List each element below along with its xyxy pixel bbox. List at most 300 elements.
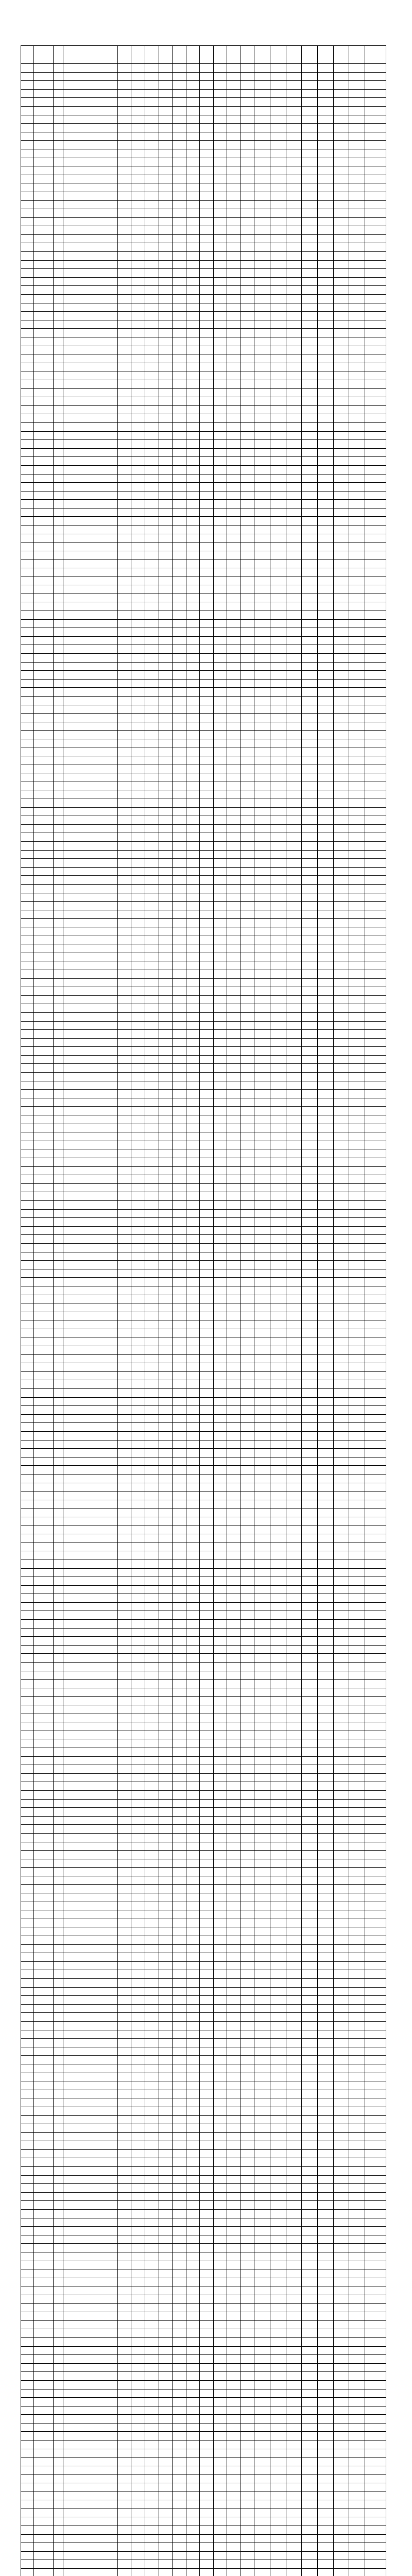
table-cell [254, 748, 270, 756]
table-cell [302, 1081, 318, 1090]
table-cell [145, 1047, 159, 1056]
table-cell [54, 936, 63, 944]
table-cell [286, 696, 302, 705]
table-cell [63, 1226, 117, 1235]
table-cell [270, 1756, 286, 1765]
table-cell [200, 115, 214, 124]
table-cell [131, 1714, 145, 1722]
table-cell [131, 1526, 145, 1534]
table-cell [145, 508, 159, 517]
table-cell [173, 1166, 186, 1175]
table-cell [333, 1175, 349, 1184]
table-cell [131, 679, 145, 688]
table-cell [21, 209, 34, 218]
table-cell [365, 1055, 386, 1064]
table-cell [117, 859, 131, 868]
table-cell [286, 705, 302, 714]
table-cell [200, 149, 214, 158]
table-cell [131, 1329, 145, 1337]
table-cell [317, 1602, 333, 1611]
table-cell [21, 679, 34, 688]
table-cell [254, 1526, 270, 1534]
table-cell [227, 295, 241, 303]
table-cell [200, 380, 214, 388]
table-cell [21, 585, 34, 594]
table-cell [131, 1397, 145, 1406]
table-cell [213, 679, 227, 688]
table-cell [270, 748, 286, 756]
table-cell [131, 1851, 145, 1859]
table-cell [145, 731, 159, 739]
table-cell [33, 1671, 54, 1680]
table-cell [254, 508, 270, 517]
table-cell [349, 260, 365, 269]
table-cell [349, 1090, 365, 1098]
table-cell [365, 1483, 386, 1492]
table-cell [21, 260, 34, 269]
table-cell [33, 1286, 54, 1295]
table-cell [286, 543, 302, 551]
table-cell [33, 303, 54, 312]
table-cell [241, 1397, 254, 1406]
table-cell [186, 936, 200, 944]
table-cell [302, 1790, 318, 1799]
table-cell [286, 414, 302, 423]
table-cell [227, 1714, 241, 1722]
table-cell [173, 816, 186, 825]
table-cell [213, 1397, 227, 1406]
table-cell [117, 773, 131, 782]
table-cell [21, 508, 34, 517]
table-cell [302, 312, 318, 320]
table-cell [21, 1748, 34, 1756]
table-cell [349, 739, 365, 748]
table-cell [200, 286, 214, 295]
table-cell [117, 1166, 131, 1175]
table-cell [131, 1509, 145, 1517]
table-cell [227, 414, 241, 423]
table-cell [333, 1885, 349, 1893]
table-cell [186, 209, 200, 218]
table-cell [270, 89, 286, 98]
table-cell [54, 611, 63, 620]
table-cell [33, 192, 54, 200]
table-cell [159, 756, 173, 765]
table-cell [145, 312, 159, 320]
table-cell [349, 1149, 365, 1158]
table-cell [333, 457, 349, 466]
table-cell [365, 568, 386, 577]
table-cell [200, 867, 214, 876]
table-cell [270, 1440, 286, 1449]
table-cell [317, 354, 333, 363]
table-cell [349, 696, 365, 705]
table-cell [254, 72, 270, 81]
table-cell [159, 543, 173, 551]
table-cell [159, 500, 173, 509]
table-row [21, 1765, 386, 1774]
table-cell [241, 200, 254, 209]
table-cell [145, 1739, 159, 1748]
table-cell [365, 1303, 386, 1312]
table-cell [200, 782, 214, 790]
table-cell [349, 1303, 365, 1312]
table-cell [286, 1483, 302, 1492]
table-cell [270, 619, 286, 628]
table-cell [63, 1602, 117, 1611]
table-cell [54, 1030, 63, 1039]
table-cell [54, 81, 63, 90]
table-cell [270, 474, 286, 483]
table-cell [241, 1620, 254, 1629]
table-cell [173, 183, 186, 192]
table-cell [63, 1663, 117, 1671]
table-cell [286, 448, 302, 457]
table-cell [286, 329, 302, 337]
table-cell [365, 1389, 386, 1398]
table-cell [227, 1371, 241, 1380]
table-cell [349, 312, 365, 320]
table-cell [286, 1337, 302, 1346]
table-cell [173, 1440, 186, 1449]
table-cell [270, 448, 286, 457]
table-cell [241, 1885, 254, 1893]
table-cell [254, 363, 270, 371]
table-cell [270, 560, 286, 568]
table-cell [173, 440, 186, 449]
table-cell [254, 320, 270, 329]
table-cell [159, 1825, 173, 1834]
table-cell [117, 1090, 131, 1098]
table-cell [63, 508, 117, 517]
table-cell [54, 1432, 63, 1440]
table-cell [63, 594, 117, 602]
table-cell [54, 1731, 63, 1739]
table-cell [349, 902, 365, 910]
table-cell [317, 517, 333, 526]
table-cell [131, 944, 145, 953]
table-row [21, 628, 386, 637]
table-cell [241, 440, 254, 449]
table-cell [131, 1611, 145, 1620]
table-cell [21, 414, 34, 423]
table-cell [241, 688, 254, 697]
table-cell [213, 269, 227, 278]
table-cell [117, 987, 131, 996]
table-cell [117, 636, 131, 645]
table-cell [173, 1842, 186, 1851]
table-cell [302, 1073, 318, 1081]
table-cell [317, 1064, 333, 1073]
table-row [21, 902, 386, 910]
table-cell [241, 1449, 254, 1458]
table-cell [33, 1825, 54, 1834]
table-cell [349, 474, 365, 483]
table-cell [317, 1397, 333, 1406]
table-cell [159, 1346, 173, 1355]
table-cell [241, 491, 254, 500]
table-cell [63, 602, 117, 611]
table-cell [200, 893, 214, 902]
table-cell [159, 483, 173, 492]
table-cell [173, 936, 186, 944]
table-cell [213, 577, 227, 585]
table-cell [145, 1166, 159, 1175]
table-cell [349, 1526, 365, 1534]
table-cell [317, 1748, 333, 1756]
table-cell [54, 1371, 63, 1380]
table-cell [54, 371, 63, 380]
table-cell [349, 149, 365, 158]
table-cell [349, 346, 365, 354]
table-cell [333, 1073, 349, 1081]
table-cell [159, 551, 173, 560]
table-cell [317, 1047, 333, 1056]
table-cell [54, 594, 63, 602]
table-cell [117, 269, 131, 278]
table-cell [173, 671, 186, 680]
table-cell [213, 457, 227, 466]
table-cell [117, 782, 131, 790]
table-cell [63, 414, 117, 423]
table-cell [33, 1175, 54, 1184]
table-cell [286, 1141, 302, 1149]
table-cell [33, 405, 54, 414]
table-cell [365, 1756, 386, 1765]
table-cell [173, 978, 186, 987]
table-cell [302, 1466, 318, 1475]
table-cell [241, 611, 254, 620]
table-cell [241, 1320, 254, 1329]
table-cell [241, 807, 254, 816]
table-cell [270, 1739, 286, 1748]
table-cell [286, 885, 302, 893]
table-cell [227, 1680, 241, 1688]
table-cell [173, 970, 186, 978]
table-cell [159, 1859, 173, 1868]
table-row [21, 1295, 386, 1303]
table-row [21, 867, 386, 876]
table-cell [200, 166, 214, 175]
table-cell [131, 346, 145, 354]
table-cell [54, 1457, 63, 1466]
table-cell [333, 320, 349, 329]
table-cell [33, 893, 54, 902]
table-cell [302, 1671, 318, 1680]
table-cell [117, 1585, 131, 1594]
table-cell [21, 388, 34, 397]
table-cell [145, 671, 159, 680]
table-cell [54, 1081, 63, 1090]
table-cell [117, 1269, 131, 1278]
table-cell [333, 141, 349, 149]
table-cell [117, 431, 131, 440]
table-cell [159, 1286, 173, 1295]
table-cell [227, 543, 241, 551]
table-cell [21, 756, 34, 765]
table-cell [333, 1038, 349, 1047]
table-cell [213, 1457, 227, 1466]
table-cell [173, 876, 186, 885]
table-cell [33, 115, 54, 124]
table-cell [286, 1243, 302, 1252]
table-cell [33, 1243, 54, 1252]
table-cell [33, 961, 54, 970]
table-cell [270, 1261, 286, 1269]
table-cell [270, 1158, 286, 1167]
table-cell [254, 1594, 270, 1603]
table-row [21, 98, 386, 107]
table-cell [117, 995, 131, 1004]
table-row [21, 1526, 386, 1534]
table-cell [33, 1585, 54, 1594]
table-cell [33, 1611, 54, 1620]
table-cell [270, 1303, 286, 1312]
table-cell [159, 816, 173, 825]
table-cell [365, 748, 386, 756]
table-cell [131, 422, 145, 431]
table-cell [131, 1141, 145, 1149]
table-cell [270, 337, 286, 346]
table-cell [302, 722, 318, 731]
table-cell [333, 1337, 349, 1346]
table-cell [317, 465, 333, 474]
table-cell [227, 491, 241, 500]
table-cell [333, 380, 349, 388]
table-cell [286, 585, 302, 594]
table-cell [227, 688, 241, 697]
table-cell [241, 534, 254, 543]
table-cell [145, 662, 159, 671]
table-cell [117, 1380, 131, 1389]
table-cell [286, 81, 302, 90]
table-cell [302, 1038, 318, 1047]
table-cell [186, 1637, 200, 1646]
table-cell [317, 696, 333, 705]
table-cell [286, 1816, 302, 1825]
table-cell [131, 440, 145, 449]
table-cell [33, 1107, 54, 1115]
table-cell [159, 226, 173, 235]
table-cell [227, 1073, 241, 1081]
table-cell [349, 1739, 365, 1748]
table-cell [213, 824, 227, 833]
table-cell [270, 1320, 286, 1329]
table-row [21, 1594, 386, 1603]
table-cell [213, 927, 227, 936]
table-cell [241, 1175, 254, 1184]
table-cell [254, 1577, 270, 1586]
table-cell [349, 1449, 365, 1458]
table-cell [286, 1192, 302, 1201]
table-cell [186, 824, 200, 833]
table-cell [365, 662, 386, 671]
table-cell [173, 987, 186, 996]
table-cell [213, 1790, 227, 1799]
table-cell [333, 1004, 349, 1013]
table-cell [333, 543, 349, 551]
table-cell [317, 1868, 333, 1876]
table-cell [270, 1654, 286, 1663]
table-cell [33, 1885, 54, 1893]
table-cell [145, 1492, 159, 1500]
table-cell [54, 465, 63, 474]
table-cell [186, 1166, 200, 1175]
table-cell [33, 1782, 54, 1791]
table-cell [241, 893, 254, 902]
table-cell [254, 500, 270, 509]
table-cell [54, 1166, 63, 1175]
table-cell [159, 850, 173, 859]
table-cell [173, 1261, 186, 1269]
table-cell [270, 183, 286, 192]
table-cell [173, 1816, 186, 1825]
table-cell [365, 1440, 386, 1449]
table-cell [173, 1004, 186, 1013]
table-cell [131, 953, 145, 961]
table-cell [159, 919, 173, 927]
table-cell [159, 431, 173, 440]
table-cell [145, 1868, 159, 1876]
table-cell [63, 320, 117, 329]
table-cell [349, 816, 365, 825]
table-cell [21, 1346, 34, 1355]
table-cell [200, 1081, 214, 1090]
table-cell [54, 1466, 63, 1475]
table-cell [227, 705, 241, 714]
table-row [21, 234, 386, 243]
table-cell [200, 602, 214, 611]
table-cell [117, 1371, 131, 1380]
table-cell [333, 1432, 349, 1440]
table-cell [349, 705, 365, 714]
table-cell [33, 1714, 54, 1722]
table-cell [200, 944, 214, 953]
table-cell [33, 1320, 54, 1329]
table-cell [270, 1124, 286, 1132]
table-cell [302, 1705, 318, 1714]
table-cell [317, 1560, 333, 1568]
table-cell [270, 72, 286, 81]
table-row [21, 320, 386, 329]
table-cell [186, 1363, 200, 1372]
table-cell [286, 1799, 302, 1808]
table-cell [241, 1663, 254, 1671]
table-cell [33, 1859, 54, 1868]
table-cell [270, 465, 286, 474]
table-cell [54, 543, 63, 551]
table-cell [200, 1902, 214, 1910]
table-cell [317, 491, 333, 500]
table-cell [317, 141, 333, 149]
table-cell [302, 953, 318, 961]
table-cell [145, 1790, 159, 1799]
table-row [21, 106, 386, 115]
table-cell [333, 303, 349, 312]
table-cell [241, 380, 254, 388]
table-cell [333, 72, 349, 81]
table-cell [333, 1158, 349, 1167]
table-cell [270, 1859, 286, 1868]
table-cell [270, 1705, 286, 1714]
table-cell [186, 1243, 200, 1252]
table-cell [145, 414, 159, 423]
table-cell [254, 1406, 270, 1415]
table-cell [117, 200, 131, 209]
table-cell [254, 405, 270, 414]
table-cell [173, 1645, 186, 1654]
table-cell [286, 98, 302, 107]
